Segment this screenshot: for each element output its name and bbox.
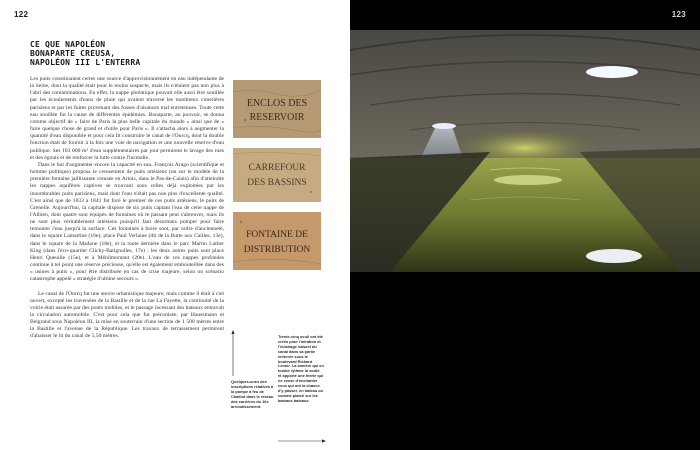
heading-line: CE QUE NAPOLÉON (30, 40, 106, 49)
stone-inscription-photo (233, 212, 321, 270)
page-number-right: 123 (671, 10, 686, 19)
inscription-line: DES BASSINS (247, 178, 307, 188)
body-paragraph: Dans le but d'augmenter encore la capacité en eau, François Arago (scientifique et homme politique) proposa le creusement de puits artésiens (un sur le modèle de la première fontaine jaillissante creusée en Artois, dans le Pas-de-Calais) afin d'atteindre les nappes aquifères captives se trouvant sous celles déjà exploitées par les innombrables puits parisiens, mais dont l'eau n'était pas non plus d'excellente qualité. C'est ainsi que de 1833 à 1841 fut foré le premier de ces puits artésiens, le puits de Grenelle. Aujourd'hui, la capitale dispose de six puits captant l'eau de cette nappe de l'Albien, dont quatre sont équipés de fontaines où le passant peut s'abreuver, mais ils ne sont plus véritablement artésiens puisqu'il faut désormais pomper pour faire remonter l'eau jusqu'à la surface. Ces fontaines à boire sont, par ordre d'ancienneté, dans le square Lamartine (16e), place Paul Verlaine (dit de la Butte aux Cailles, 13e), dans le square de la Madone (18e), et la toute dernière dans le parc Martin Luther King (dans l'éco-quartier Clichy-Batignolles, 17e) ; les deux autres puits sont place Henri Queuille (15e), et à Ménilmontant (20e). L'eau de ces nappes profondes continue à tel point une réserve précieuse, qu'elle est également embouteillée dans des « usines à puits », pour être distribuée en cas de crise majeure, selon un scénario catastrophe appelé « stratégie d'ultime secours ». (30, 161, 224, 283)
inscription-line: FONTAINE DE (246, 230, 308, 240)
inscription-line: DISTRIBUTION (243, 245, 311, 255)
body-paragraph: Les puits constituaient certes une source d'approvisionnement en eau indépendante de la Seine, dont la qualité était pour le moins suspecte, mais ils n'étaient pas non plus à l'abri des contaminations. En effet, la nappe phréatique pouvait elle aussi être souillée par les écoulements d'eaux de pluie qui avaient traversé les nombreux cimetières parisiens et par les fuites provenant des fosses d'aisances mal entretenues. Toute cette eau souillée fut la cause de différentes épidémies. Bonaparte, au pouvoir, se donna comme objectif de « faire de Paris la plus belle capitale du monde » ainsi que de « faire quelque chose de grand et d'utile pour Paris ». Il s'attacha alors à augmenter la quantité d'eau disponible et pour cela fit construire le canal de l'Ourcq, dont la double fonction était de fournir à la fois une voie de navigation et une nouvelle réserve d'eau publique. Ses 103 000 m³ d'eau supplémentaires par jour permirent le lavage des rues et des égouts et de renforcer la lutte contre l'incendie. (30, 76, 224, 161)
right-page (350, 0, 700, 450)
stone-inscription-photo (233, 80, 321, 138)
caption-canal-oculi: Trente-cinq oculi ont été créés pour l'aération et l'éclairage naturel du canal dans sa partie enterrée sous le boulevard Richard Lenoir. La lumière qui en tombe rythme la voûte et apporte une féerie qui ne cesse d'enchanter ceux qui ont la chance d'y passer, en bateau ou comme plaisir sur les bateaux bateaux. (278, 334, 324, 403)
page-number-left: 122 (14, 10, 29, 19)
inscription-line: ENCLOS DES (246, 98, 308, 109)
section-heading (30, 40, 220, 67)
body-paragraph: Le canal de l'Ourcq fut une œuvre urbanistique majeure, mais comme il était à ciel ouvert, excepté les traversées de la Bastille et de la rue La Fayette, la continuité de la voirie était assurée par des ponts mobiles, et le passage incessant des bateaux entravait la circulation automobile. C'est pour cela que fut préconisée, par Haussmann et Belgrand sous Napoléon III, la mise en souterrain d'une section de 1 500 mètres entre la Bastille et l'avenue de la République. Les travaux de terrassement permirent d'abaisser le lit du canal de 5,50 mètres. (30, 290, 224, 340)
oculus-reflection (586, 249, 642, 263)
stone-inscription-photo (233, 148, 321, 202)
heading-line: BONAPARTE CREUSA, (30, 49, 116, 58)
caption-stone-inscriptions: Quelques-unes des inscriptions relatives à la pompe à feu de Chaillot dans le réseau des carrières du 16e arrondissement. (231, 379, 274, 409)
inscription-line: RESERVOIR (249, 112, 305, 123)
oculus-light (586, 66, 638, 78)
canal-tunnel-photo (350, 30, 700, 272)
heading-line: NAPOLÉON III L'ENTERRA (30, 58, 141, 67)
stone-surface (233, 212, 321, 270)
arrow-right-icon (278, 438, 326, 444)
stone-surface (233, 80, 321, 138)
inscription-line: CARREFOUR (248, 163, 306, 173)
stone-surface (233, 148, 321, 202)
body-text-column (30, 76, 224, 341)
arrow-up-icon (231, 330, 235, 376)
